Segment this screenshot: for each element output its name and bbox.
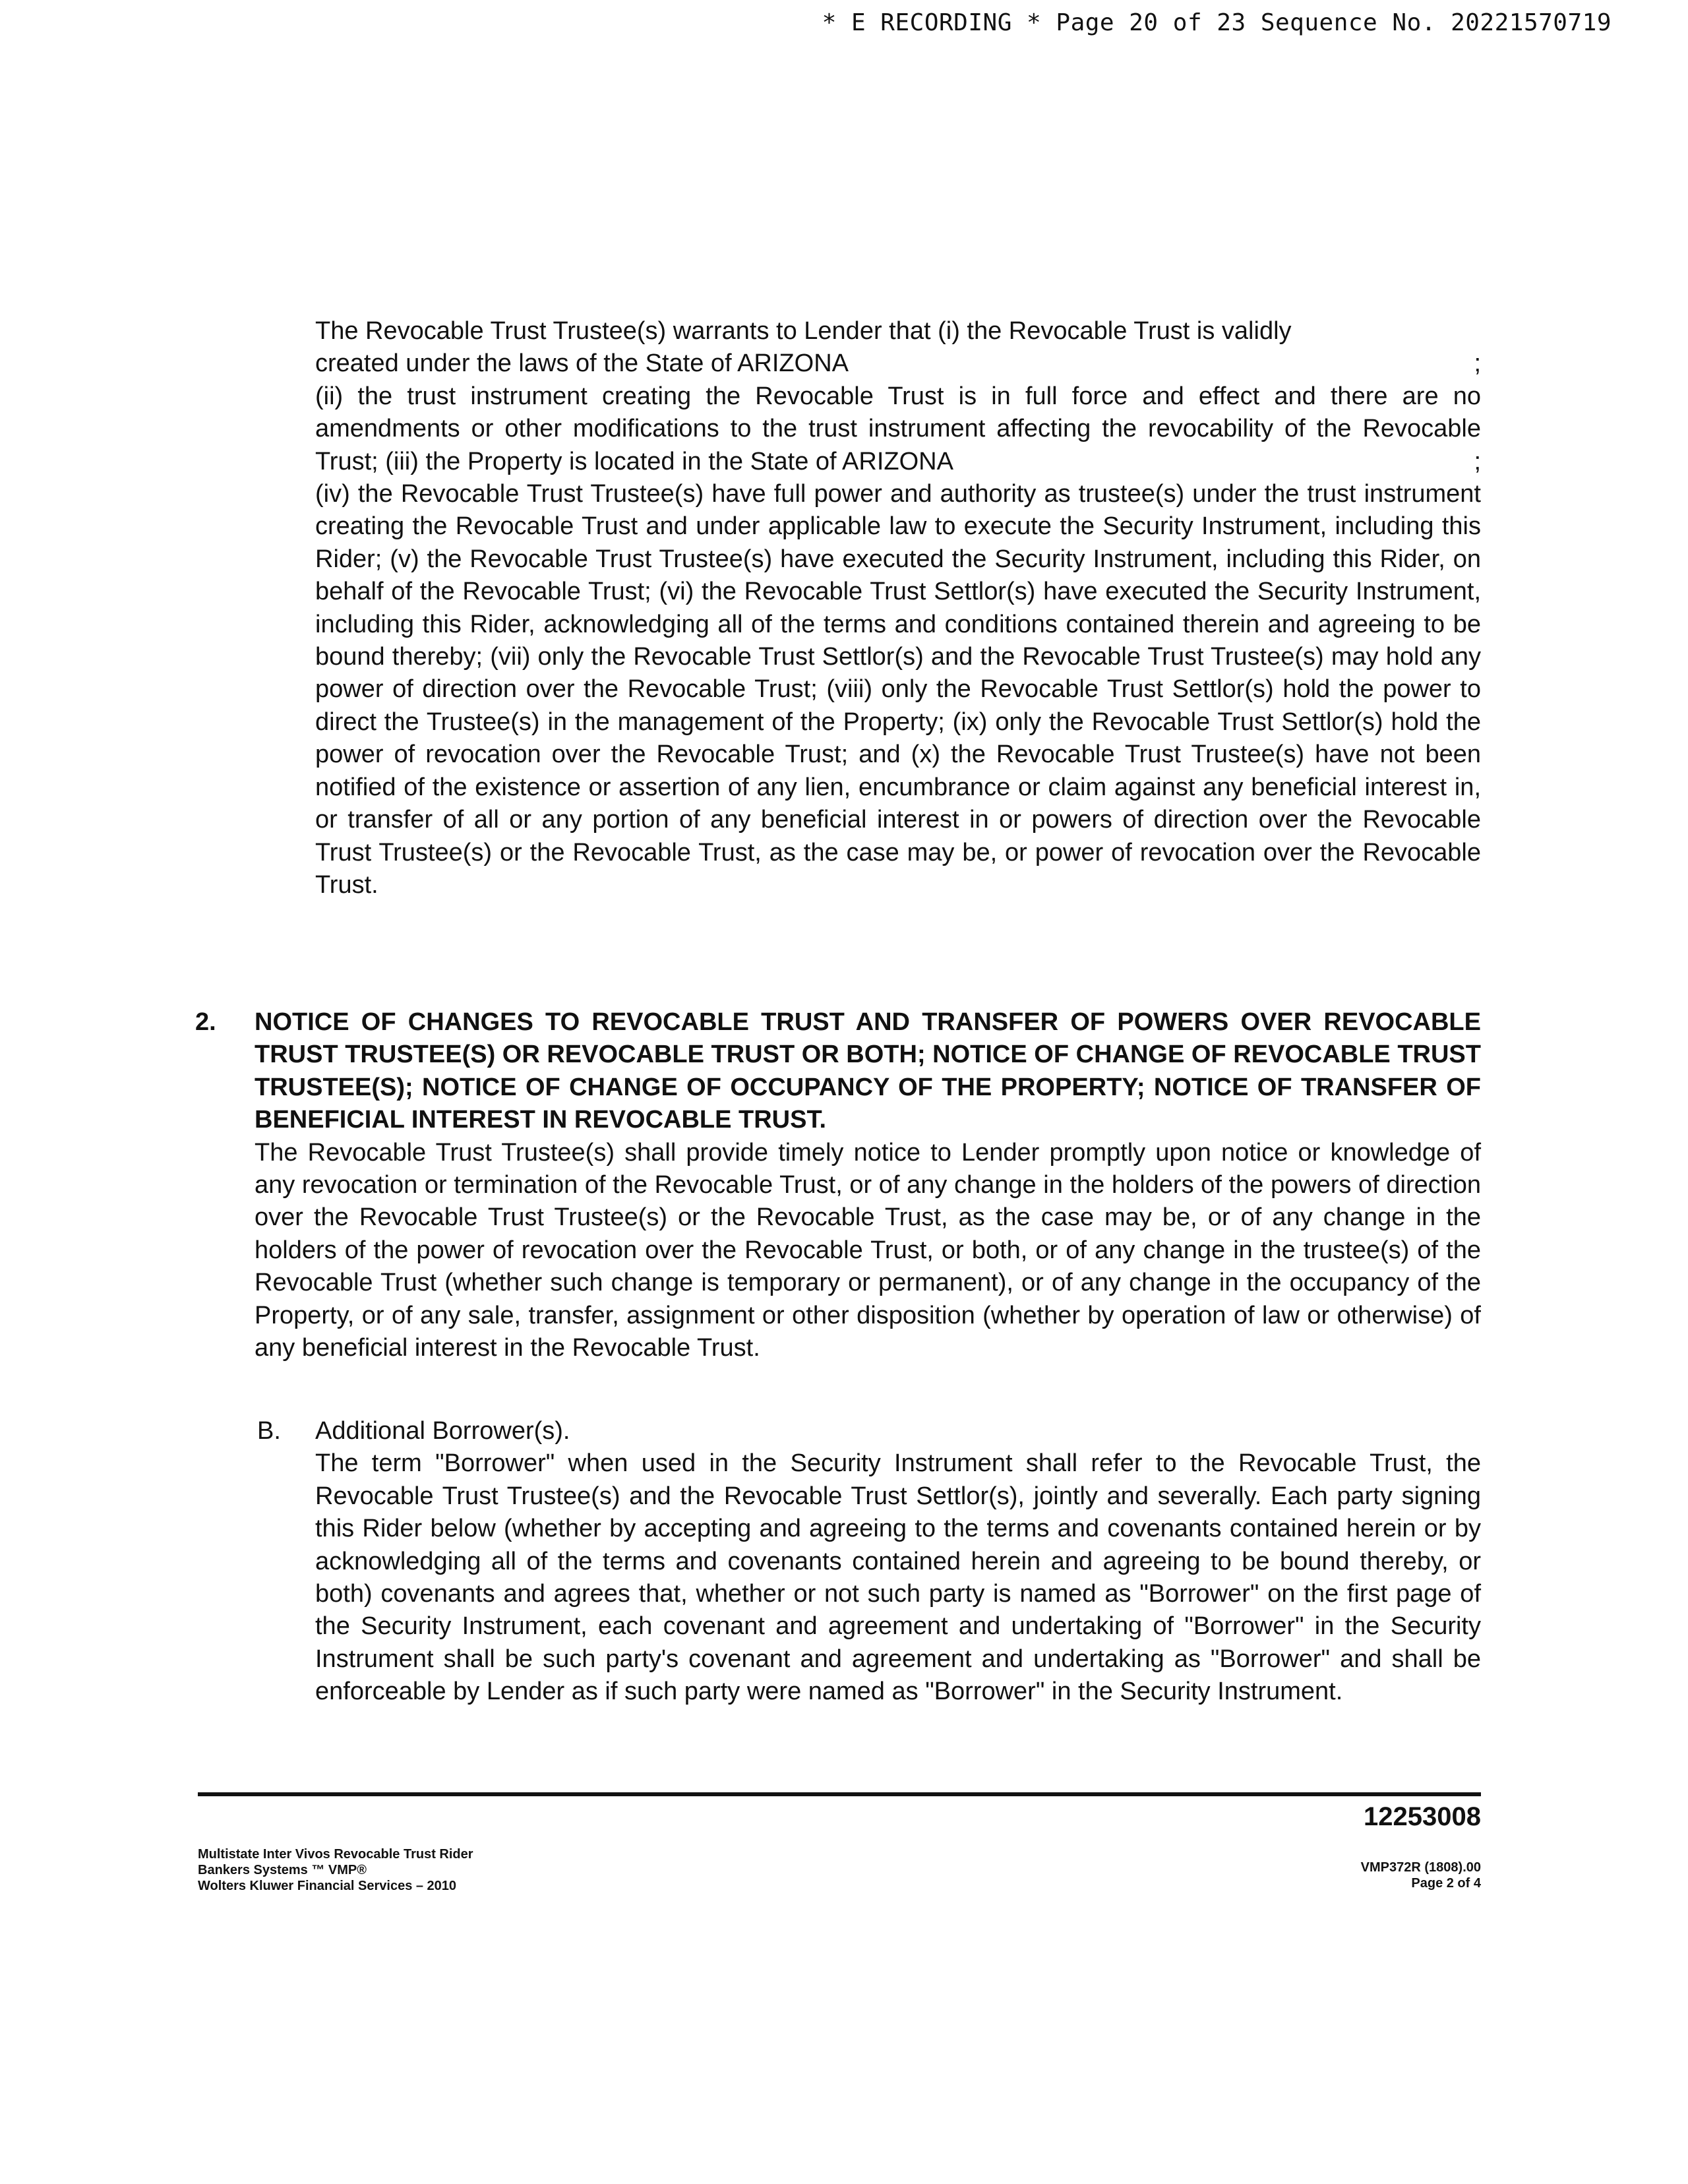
footer-form-info bbox=[198, 1846, 473, 1894]
subsection-heading: Additional Borrower(s). bbox=[315, 1417, 570, 1445]
semicolon-1: ; bbox=[1474, 349, 1481, 378]
warranty-line-3 bbox=[315, 380, 1481, 478]
recording-stamp: * E RECORDING * Page 20 of 23 Sequence No. 20221570719 bbox=[822, 9, 1612, 36]
form-code: VMP372R (1808).00 bbox=[1360, 1860, 1481, 1875]
warranty-line-2 bbox=[315, 348, 1481, 380]
additional-borrower-paragraph: The term "Borrower" when used in the Security Instrument shall refer to the Revocable Trust, the Revocable Trust Trustee(s) and the Revocable Trust Settlor(s), jointly and severally. Each party signing this Rider below (whether by accepting and agreeing to the terms and covenants contained herein or by acknowledging all of the terms and covenants contained herein and agreeing to be bound thereby, or both) covenants and agrees that, whether or not such party is named as "Borrower" on the first page of the Security Instrument, each covenant and agreement and undertaking of "Borrower" in the Security Instrument shall be such party's covenant and agreement and undertaking as "Borrower" and shall be enforceable by Lender as if such party were named as "Borrower" in the Security Instrument. bbox=[315, 1449, 1481, 1706]
loan-number: 12253008 bbox=[1364, 1802, 1481, 1831]
state-of-creation: created under the laws of the State of ARIZONA bbox=[315, 349, 849, 378]
semicolon-2: ; bbox=[1474, 447, 1481, 475]
section-number: 2. bbox=[195, 1008, 216, 1036]
footer-divider bbox=[198, 1792, 1481, 1796]
warranty-line-1: The Revocable Trust Trustee(s) warrants to Lender that (i) the Revocable Trust is validly bbox=[315, 317, 1292, 345]
copyright: Wolters Kluwer Financial Services – 2010 bbox=[198, 1879, 457, 1893]
warranty-remaining-clauses: (iv) the Revocable Trust Trustee(s) have full power and authority as trustee(s) under the trust instrument creating the Revocable Trust and under applicable law to execute the Security Instrument, including this Rider; (v) the Revocable Trust Trustee(s) have executed the Security Instrument, including this Rider, on behalf of the Revocable Trust; (vi) the Revocable Trust Settlor(s) have executed the Security Instrument, including this Rider, acknowledging all of the terms and conditions contained therein and agreeing to be bound thereby; (vii) only the Revocable Trust Settlor(s) and the Revocable Trust Trustee(s) may hold any power of direction over the Revocable Trust; (viii) only the Revocable Trust Settlor(s) hold the power to direct the Trustee(s) in the management of the Property; (ix) only the Revocable Trust Settlor(s) hold the power of revocation over the Revocable Trust; and (x) the Revocable Trust Trustee(s) have not been notified of the existence or assertion of any lien, encumbrance or claim against any beneficial interest in, or transfer of all or any portion of any beneficial interest in or powers of direction over the Revocable Trust Trustee(s) or the Revocable Trust, as the case may be, or power of revocation over the Revocable Trust. bbox=[315, 480, 1481, 899]
notice-paragraph: The Revocable Trust Trustee(s) shall provide timely notice to Lender promptly upon notice or knowledge of any revocation or termination of the Revocable Trust, or of any change in the holders of the powers of direction over the Revocable Trust Trustee(s) or the Revocable Trust, as the case may be, or of any change in the holders of the power of revocation over the Revocable Trust, or both, or of any change in the trustee(s) of the Revocable Trust (whether such change is temporary or permanent), or of any change in the occupancy of the Property, or of any sale, transfer, assignment or other disposition (whether by operation of law or otherwise) of any beneficial interest in the Revocable Trust. bbox=[255, 1138, 1481, 1362]
footer-form-code bbox=[1361, 1860, 1481, 1891]
section-heading: NOTICE OF CHANGES TO REVOCABLE TRUST AND TRANSFER OF POWERS OVER REVOCABLE TRUST TRUSTEE(S) OR REVOCABLE TRUST OR BOTH; NOTICE OF CHANGE OF REVOCABLE TRUST TRUSTEE(S); NOTICE OF CHANGE OF OCCUPANCY OF THE PROPERTY; NOTICE OF TRANSFER OF BENEFICIAL INTEREST IN REVOCABLE TRUST. bbox=[255, 1008, 1481, 1134]
property-location-clause: (ii) the trust instrument creating the Revocable Trust is in full force and effect and there are no amendments or other modifications to the trust instrument affecting the revocability of the Revocable Trust; (iii) the Property is located in the State of ARIZONA bbox=[315, 382, 1481, 475]
trustee-warranty-paragraph bbox=[315, 315, 1481, 901]
publisher: Bankers Systems ™ VMP® bbox=[198, 1863, 367, 1877]
page-number: Page 2 of 4 bbox=[1411, 1876, 1481, 1891]
subsection-letter: B. bbox=[257, 1417, 281, 1445]
form-name: Multistate Inter Vivos Revocable Trust Rider bbox=[198, 1847, 473, 1862]
